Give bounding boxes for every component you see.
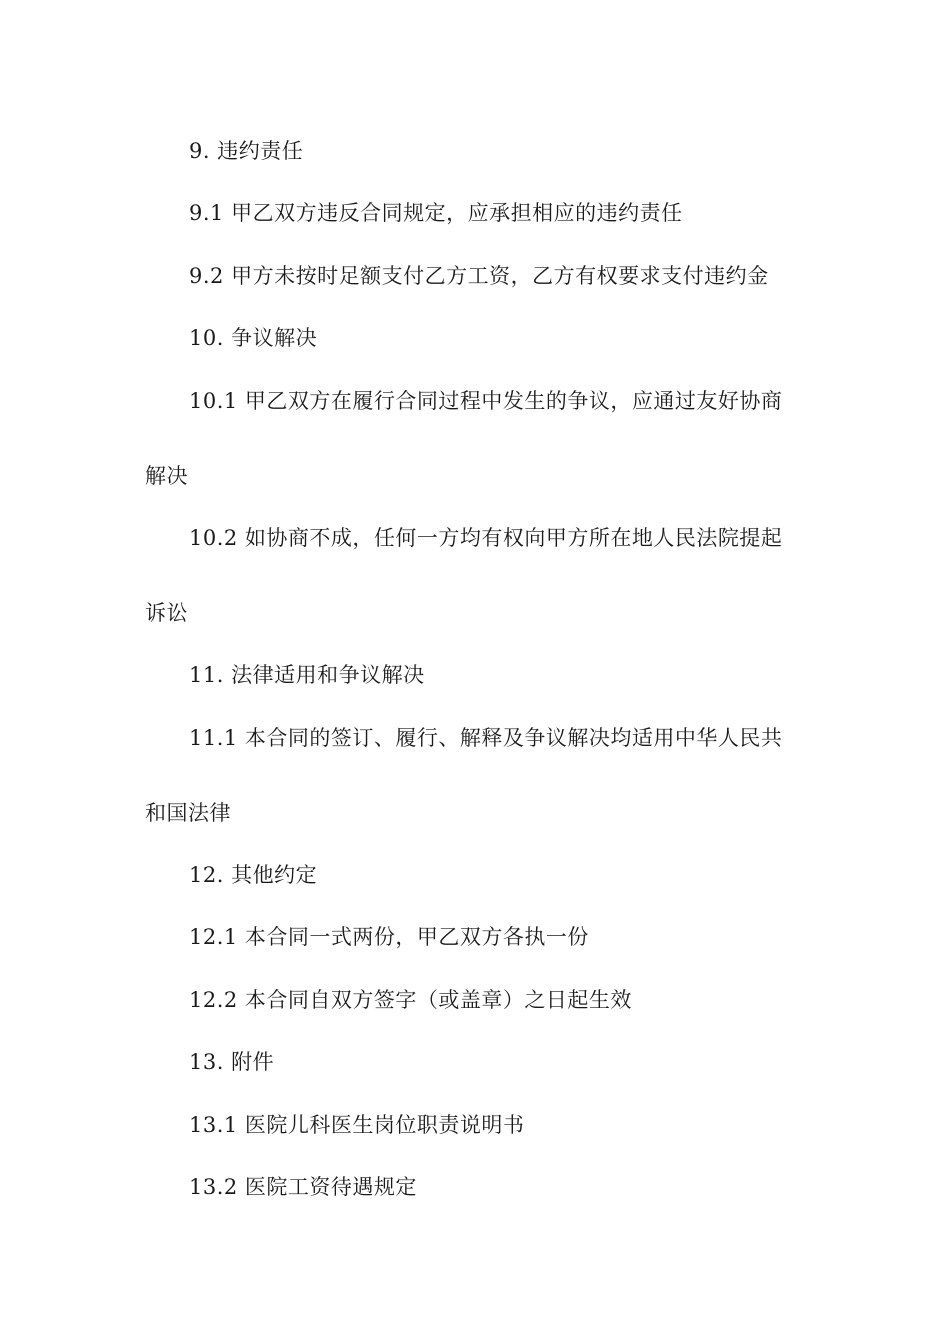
clause-13-1: 13.1 医院儿科医生岗位职责说明书: [189, 1113, 525, 1137]
clause-12-2: 12.2 本合同自双方签字（或盖章）之日起生效: [189, 988, 632, 1012]
clause-9-2: 9.2 甲方未按时足额支付乙方工资，乙方有权要求支付违约金: [189, 264, 769, 288]
section-heading-9: 9. 违约责任: [189, 139, 304, 163]
clause-13-2: 13.2 医院工资待遇规定: [189, 1175, 417, 1199]
clause-11-1: 11.1 本合同的签订、履行、解释及争议解决均适用中华人民共: [189, 726, 783, 750]
clause-12-1: 12.1 本合同一式两份，甲乙双方各执一份: [189, 925, 589, 949]
section-heading-10: 10. 争议解决: [189, 326, 318, 350]
section-heading-13: 13. 附件: [189, 1050, 275, 1074]
clause-10-1-continuation: 解决: [145, 464, 188, 488]
clause-10-2-continuation: 诉讼: [145, 601, 188, 625]
clause-11-1-continuation: 和国法律: [145, 801, 231, 825]
clause-10-1: 10.1 甲乙双方在履行合同过程中发生的争议，应通过友好协商: [189, 389, 783, 413]
section-heading-12: 12. 其他约定: [189, 863, 318, 887]
section-heading-11: 11. 法律适用和争议解决: [189, 663, 425, 687]
clause-10-2: 10.2 如协商不成，任何一方均有权向甲方所在地人民法院提起: [189, 526, 783, 550]
clause-9-1: 9.1 甲乙双方违反合同规定，应承担相应的违约责任: [189, 201, 683, 225]
